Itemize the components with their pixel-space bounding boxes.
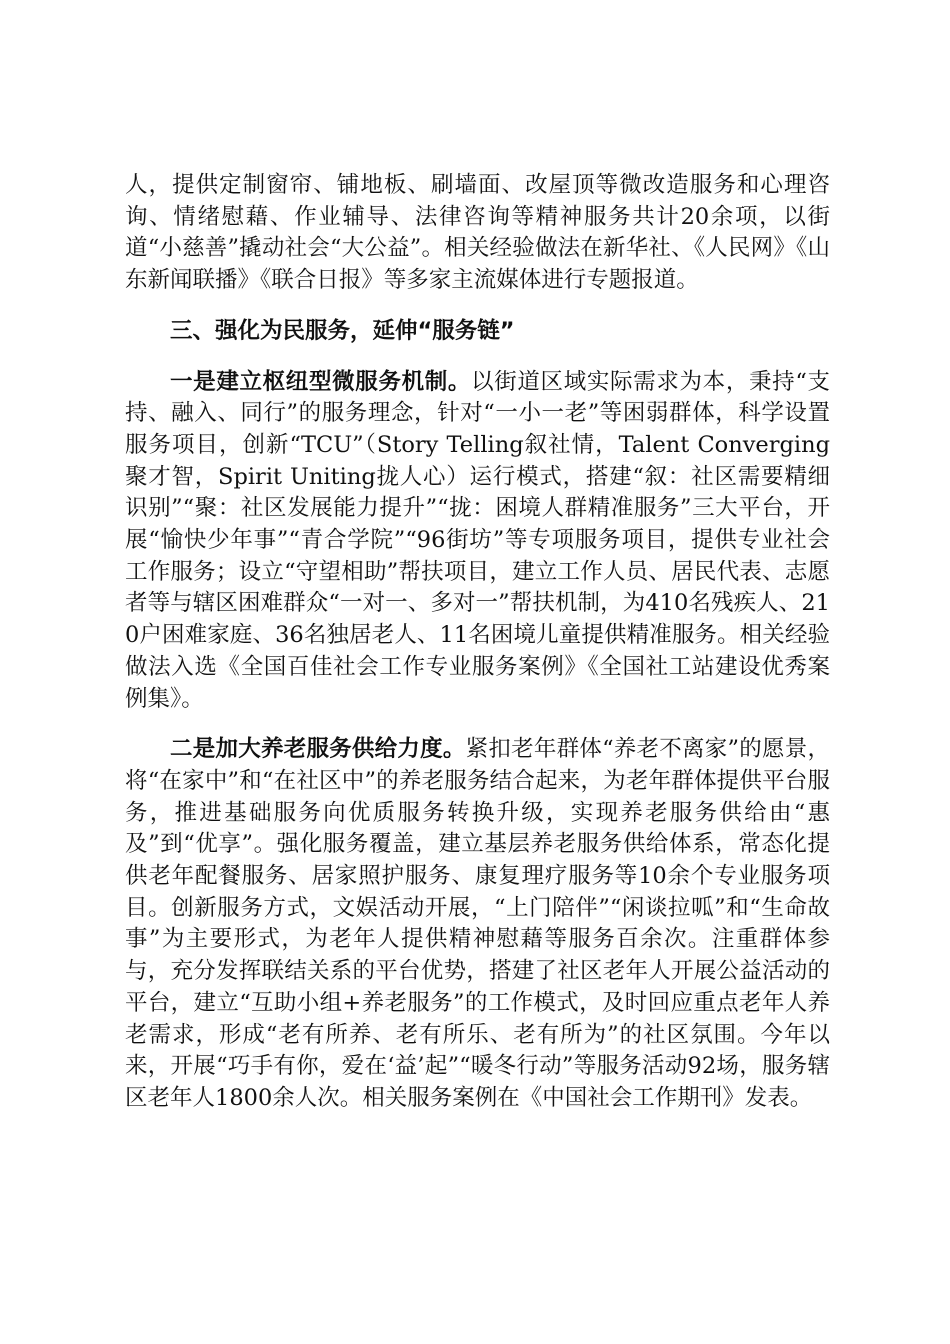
section-heading-text: 三、强化为民服务，延伸“服务链” bbox=[170, 317, 515, 344]
item-1-lead: 一是建立枢纽型微服务机制。 bbox=[170, 368, 472, 395]
paragraph-item-2 bbox=[125, 734, 830, 1114]
paragraph-item-1 bbox=[125, 367, 830, 716]
continued-paragraph-text: 人，提供定制窗帘、铺地板、刷墙面、改屋顶等微改造服务和心理咨询、情绪慰藉、作业辅导、法律咨询等精神服务共计20余项，以街道“小慈善”撬动社会“大公益”。相关经验做法在新华社、《人民网》《山东新闻联播》《联合日报》等多家主流媒体进行专题报道。 bbox=[125, 172, 830, 294]
item-2-body: 紧扣老年群体“养老不离家”的愿景，将“在家中”和“在社区中”的养老服务结合起来，为老年群体提供平台服务，推进基础服务向优质服务转换升级，实现养老服务供给由“惠及”到“优享”。强化服务覆盖，建立基层养老服务供给体系，常态化提供老年配餐服务、居家照护服务、康复理疗服务等10余个专业服务项目。创新服务方式，文娱活动开展，“上门陪伴”“闲谈拉呱”和“生命故事”为主要形式，为老年人提供精神慰藉等服务百余次。注重群体参与，充分发挥联结关系的平台优势，搭建了社区老年人开展公益活动的平台，建立“互助小组+养老服务”的工作模式，及时回应重点老年人养老需求，形成“老有所养、老有所乐、老有所为”的社区氛围。今年以来，开展“巧手有你，爱在‘益’起”“暖冬行动”等服务活动92场，服务辖区老年人1800余人次。相关服务案例在《中国社会工作期刊》发表。 bbox=[125, 736, 830, 1111]
continued-paragraph bbox=[125, 170, 830, 297]
section-heading bbox=[125, 316, 830, 348]
document-page bbox=[125, 170, 830, 1134]
item-1-body: 以街道区域实际需求为本，秉持“支持、融入、同行”的服务理念，针对“一小一老”等困弱群体，科学设置服务项目，创新“TCU”（Story Telling叙社情，Talent Converging聚才智，Spirit Uniting拢人心）运行模式，搭建“叙：社区需要精细识别”“聚：社区发展能力提升”“拢：困境人群精准服务”三大平台，开展“愉快少年事”“青合学院”“96街坊”等专项服务项目，提供专业社会工作服务；设立“守望相助”帮扶项目，建立工作人员、居民代表、志愿者等与辖区困难群众“一对一、多对一”帮扶机制，为410名残疾人、210户困难家庭、36名独居老人、11名困境儿童提供精准服务。相关经验做法入选《全国百佳社会工作专业服务案例》《全国社工站建设优秀案例集》。 bbox=[125, 368, 830, 712]
item-2-lead: 二是加大养老服务供给力度。 bbox=[170, 736, 466, 763]
